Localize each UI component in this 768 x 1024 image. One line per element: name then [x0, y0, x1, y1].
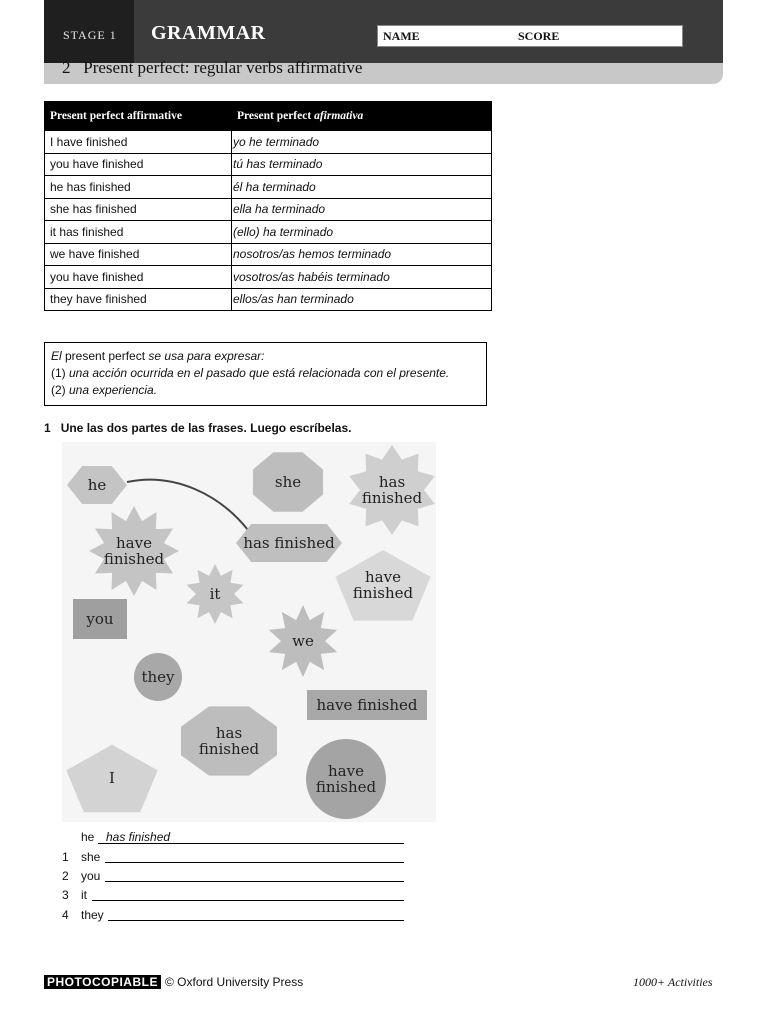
shape-have-finished-rect-label: have finished: [316, 696, 418, 714]
cell-spanish: ellos/as han terminado: [232, 288, 492, 311]
photocopiable-badge: PHOTOCOPIABLE: [44, 975, 161, 989]
answer-line-4[interactable]: [108, 920, 404, 921]
cell-spanish: yo he terminado: [232, 131, 492, 154]
shape-you-label: you: [86, 610, 114, 628]
shape-have-finished-star[interactable]: [89, 506, 179, 596]
example-answer-line: [98, 843, 404, 844]
cell-spanish: (ello) ha terminado: [232, 221, 492, 244]
col-header-english: Present perfect affirmative: [45, 102, 232, 131]
usage-number: (1): [51, 366, 69, 380]
stage-label: STAGE 1: [63, 28, 117, 42]
usage-text: una acción ocurrida en el pasado que está relacionada con el presente.: [69, 366, 450, 380]
shape-I[interactable]: [66, 745, 157, 813]
cell-english: he has finished: [45, 176, 232, 199]
exercise-number: 1: [44, 421, 51, 435]
shape-have-finished-pent[interactable]: [335, 550, 430, 621]
shape-I-label: I: [109, 769, 115, 787]
cell-spanish: nosotros/as hemos terminado: [232, 243, 492, 266]
example-answer: has finished: [106, 830, 171, 844]
cell-spanish: vosotros/as habéis terminado: [232, 266, 492, 289]
cell-english: we have finished: [45, 243, 232, 266]
usage-text: se usa para expresar:: [148, 349, 265, 363]
shape-they-label: they: [141, 668, 175, 686]
exercise-instruction-text: Une las dos partes de las frases. Luego escríbelas.: [60, 421, 352, 435]
answer-subject: she: [81, 850, 101, 864]
shape-have-finished-star-label: have finished: [103, 534, 165, 568]
answer-number: 4: [62, 908, 69, 922]
shape-has-finished-star-label: has finished: [361, 473, 423, 507]
shape-you[interactable]: [73, 599, 127, 639]
col-header-spanish-italic: afirmativa: [314, 110, 364, 122]
cell-english: I have finished: [45, 131, 232, 154]
answer-number: 2: [62, 869, 69, 883]
shape-has-finished-oct[interactable]: [181, 706, 277, 775]
answer-subject: it: [81, 888, 87, 902]
shape-have-finished-rect[interactable]: [307, 690, 427, 720]
cell-spanish: tú has terminado: [232, 153, 492, 176]
shape-have-finished-circle[interactable]: [306, 739, 386, 819]
shape-it[interactable]: [187, 564, 244, 624]
shape-we-label: we: [292, 632, 314, 650]
shape-have-finished-circle-label: have finished: [315, 762, 377, 796]
usage-text: El: [51, 349, 62, 363]
cell-english: she has finished: [45, 198, 232, 221]
example-subject: he: [81, 830, 95, 844]
answer-line-2[interactable]: [105, 881, 404, 882]
answer-line-3[interactable]: [92, 900, 404, 901]
answer-subject: you: [81, 869, 101, 883]
answer-line-1[interactable]: [105, 862, 404, 863]
cell-english: you have finished: [45, 153, 232, 176]
cell-english: it has finished: [45, 221, 232, 244]
shape-we[interactable]: [269, 605, 337, 677]
score-label: SCORE: [518, 29, 560, 43]
activities-text: 1000+ Activities: [633, 975, 713, 989]
answer-number: 1: [62, 850, 69, 864]
section-title: 2 Present perfect: regular verbs affirmative: [62, 58, 363, 77]
shape-she-label: she: [274, 473, 302, 491]
shape-has-finished-oct-label: has finished: [198, 724, 260, 758]
name-label: NAME: [383, 29, 420, 43]
grammar-title: GRAMMAR: [151, 22, 266, 44]
answer-number: 3: [62, 888, 69, 902]
shape-has-finished-hex-label: has finished: [243, 534, 335, 552]
usage-text: una experiencia.: [69, 383, 158, 397]
col-header-spanish-plain: Present perfect: [237, 110, 315, 122]
shape-has-finished-star[interactable]: [349, 445, 435, 535]
shape-has-finished-hex[interactable]: [236, 524, 342, 562]
shape-he[interactable]: [67, 466, 127, 504]
usage-text: present perfect: [61, 349, 149, 363]
shape-they[interactable]: [134, 653, 182, 701]
cell-spanish: él ha terminado: [232, 176, 492, 199]
shape-she[interactable]: [253, 452, 323, 512]
cell-english: you have finished: [45, 266, 232, 289]
cell-english: they have finished: [45, 288, 232, 311]
shape-he-label: he: [87, 476, 107, 494]
cell-spanish: ella ha terminado: [232, 198, 492, 221]
copyright-text: © Oxford University Press: [165, 975, 304, 989]
shape-it-label: it: [209, 585, 221, 603]
shape-have-finished-pent-label: have finished: [352, 568, 414, 602]
answer-subject: they: [81, 908, 104, 922]
usage-number: (2): [51, 383, 69, 397]
